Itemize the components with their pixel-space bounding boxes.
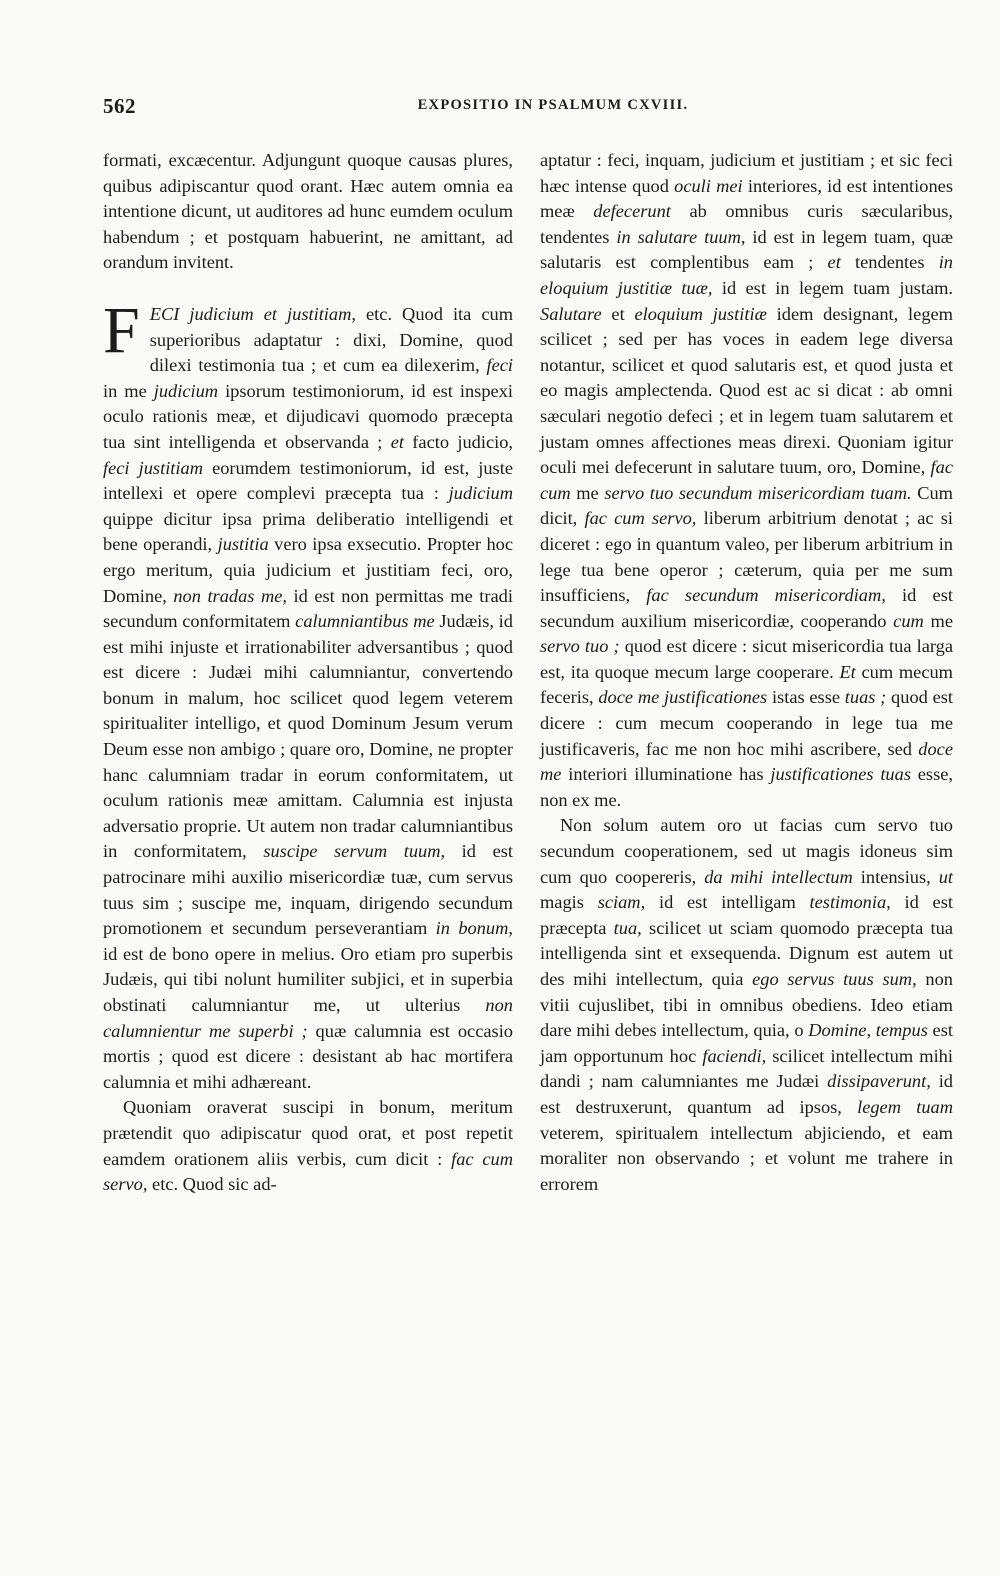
italic-text-run: et xyxy=(390,431,404,452)
italic-text-run: feci justitiam xyxy=(103,457,203,478)
left-paragraph-2 xyxy=(103,293,514,1095)
italic-text-run: doce me justificationes xyxy=(598,687,768,708)
italic-text-run: ego servus tuus sum, xyxy=(752,969,917,989)
text-run: liberum arbitrium denotat ; ac si diceret : ego in quantum valeo, per liberum arbitrium in lege tua bene operor ; cæterum, quia per me sum insufficiens, xyxy=(540,508,954,606)
italic-text-run: sciam, xyxy=(597,892,646,913)
page-number: 562 xyxy=(103,94,136,118)
italic-text-run: in eloquium justitiæ tuæ, xyxy=(540,252,953,298)
italic-text-run: in salutare tuum, xyxy=(616,226,746,247)
italic-text-run: fac cum servo, xyxy=(584,508,697,529)
text-run: quippe dicitur ipsa prima deliberatio intelligendi et bene operandi, xyxy=(103,508,513,555)
text-run: id est in legem tuam, quæ salutaris est complentibus eam ; xyxy=(540,226,953,273)
italic-text-run: calumniantibus me xyxy=(295,611,435,632)
text-run: etc. Quod ita cum superioribus adaptatur : dixi, Domine, quod dilexi testimonia tua ; et cum ea dilexerim, xyxy=(149,303,513,376)
italic-text-run: fac secundum misericordiam, xyxy=(646,585,886,606)
italic-text-run: fac cum xyxy=(540,457,953,503)
text-run: tendentes xyxy=(840,252,939,273)
italic-text-run: testimonia, xyxy=(809,892,891,913)
text-run: idem designant, legem scilicet ; sed per has voces in eadem lege diversa notantur, scilicet et quod salutaris est, et quod justa et eo magis amplectenda. Quod est ac si dicat : ab omni sæculari negotio defeci ; et in legem tuam salutarem et justam omnes affectiones meas direxi. Quoniam igitur oculi mei defecerunt in salutare tuum, oro, Domine, xyxy=(540,303,953,478)
text-run: id est destruxerunt, quantum ad ipsos, xyxy=(540,1071,953,1117)
text-run: eorumdem testimoniorum, id est, juste intellexi et opere complevi præcepta tua : xyxy=(103,457,513,504)
italic-text-run: Salutare xyxy=(540,303,602,324)
text-run: interiori illuminatione has xyxy=(561,764,771,785)
italic-text-run: cum xyxy=(893,610,924,631)
right-paragraph-2 xyxy=(540,813,953,1197)
italic-text-run: Et xyxy=(839,661,856,682)
text-run: esse, non ex me. xyxy=(540,764,953,810)
italic-text-run: feci xyxy=(486,355,513,376)
paragraph-gap xyxy=(103,276,513,302)
text-run: Judæis, id est mihi injuste et irrationabiliter adversantibus ; quod est dicere : Judæi mihi calumniantur, convertendo bonum in malum, hoc scilicet quod legem veterem spiritualiter intelligo, et quod Dominum Jesum verum Deum esse non ambigo ; quare oro, Domine, ne propter hanc calumniam tradar in eorum conformitatem, ut oculum rationis meæ amittam. Calumnia est injusta adversatio proprie. Ut autem non tradar calumniantibus in conformitatem, xyxy=(103,611,513,862)
text-run: in me xyxy=(103,380,154,401)
italic-text-run: ut xyxy=(938,866,953,887)
text-run: Cum dicit, xyxy=(540,482,953,529)
italic-text-run: legem tuam xyxy=(857,1096,953,1117)
italic-text-run: ECI judicium et justitiam, xyxy=(149,303,356,324)
text-run: me xyxy=(570,482,605,503)
italic-text-run: non tradas me, xyxy=(173,585,288,606)
italic-text-run: faciendi, xyxy=(702,1045,767,1066)
italic-text-run: justificationes tuas xyxy=(770,764,911,785)
drop-cap: F xyxy=(103,293,140,367)
text-run: ipsorum testimoniorum, id est inspexi oculo rationis meæ, et dijudicavi quomodo præcepta tua sint intelligenda et observanda ; xyxy=(103,380,514,452)
italic-text-run: servo tuo ; xyxy=(540,636,620,657)
text-run: etc. Quod sic ad- xyxy=(147,1174,277,1195)
left-paragraph-2-text xyxy=(103,293,514,1092)
italic-text-run: servo tuo secundum misericordiam tuam. xyxy=(604,482,912,503)
text-run: formati, excæcentur. Adjungunt quoque causas plures, quibus adipiscantur quod orant. Hæc autem omnia ea intentione dicunt, ut auditores ad hunc eumdem oculum habendum ; et postquam habuerint, ne amittant, ad orandum invitent. xyxy=(103,150,513,273)
left-paragraph-3 xyxy=(103,1095,513,1197)
text-run: magis xyxy=(540,892,598,913)
italic-text-run: oculi mei xyxy=(674,175,743,196)
text-run: est jam opportunum hoc xyxy=(540,1020,953,1066)
italic-text-run: dissipaverunt, xyxy=(827,1071,931,1092)
left-paragraph-1 xyxy=(103,148,513,276)
italic-text-run: suscipe servum tuum, xyxy=(263,841,446,862)
text-run: id est præcepta xyxy=(540,892,953,938)
text-run: quod est dicere : sicut misericordia tua larga est, ita quoque mecum large cooperare. xyxy=(540,636,954,682)
right-column xyxy=(540,148,953,1197)
italic-text-run: in bonum, xyxy=(435,918,513,939)
text-run: scilicet intellectum mihi dandi ; nam calumniantes me Judæi xyxy=(540,1045,953,1092)
italic-text-run: tuas ; xyxy=(844,687,887,708)
left-column xyxy=(103,148,513,1198)
text-run: istas esse xyxy=(767,687,845,708)
text-run: scilicet ut sciam quomodo præcepta tua intelligenda sint et exsequenda. Dignum est autem ut des mihi intellectum, quia xyxy=(540,917,953,989)
italic-text-run: judicium xyxy=(448,483,513,504)
text-run: id est patrocinare mihi auxilio misericordiæ tuæ, cum servus tuus sim ; suscipe me, inquam, dirigendo secundum promotionem et secundum perseverantiam xyxy=(103,841,513,939)
italic-text-run: tua, xyxy=(613,917,642,938)
text-run: ab omnibus curis sæcularibus, tendentes xyxy=(540,201,953,247)
text-run: aptatur : feci, inquam, judicium et justitiam ; et sic feci hæc intense quod xyxy=(540,150,953,196)
text-run: et xyxy=(601,303,635,324)
italic-text-run: eloquium justitiæ xyxy=(634,303,767,324)
italic-text-run: Domine, tempus xyxy=(808,1020,928,1041)
italic-text-run: defecerunt xyxy=(593,201,671,222)
text-run: facto judicio, xyxy=(404,431,514,452)
text-run: cum mecum feceris, xyxy=(540,661,953,708)
text-run: id est secundum auxilium misericordiæ, cooperando xyxy=(540,585,953,631)
text-run: Quoniam oraverat suscipi in bonum, meritum prætendit quo adipiscatur quod orat, et post repetit eamdem orationem aliis verbis, cum dicit : xyxy=(103,1097,513,1169)
text-run: quæ calumnia est occasio mortis ; quod est dicere : desistant ab hac mortifera calumnia et mihi adhæreant. xyxy=(103,1020,513,1092)
text-run: me xyxy=(923,610,953,631)
italic-text-run: non calumnientur me superbi ; xyxy=(103,995,513,1041)
italic-text-run: et xyxy=(827,252,841,273)
italic-text-run: fac cum servo, xyxy=(103,1148,513,1195)
italic-text-run: judicium xyxy=(153,380,219,401)
text-run: id est in legem tuam justam. xyxy=(712,277,954,298)
text-run: id est de bono opere in melius. Oro etiam pro superbis Judæis, qui tibi nolunt humiliter subjici, et in superbia obstinati calumniantur me, ut ulterius xyxy=(103,943,513,1015)
text-run: veterem, spiritualem intellectum abjiciendo, et eam moraliter non observando ; et volunt me trahere in errorem xyxy=(540,1122,953,1194)
running-title: EXPOSITIO IN PSALMUM CXVIII. xyxy=(417,97,689,113)
text-run: vero ipsa exsecutio. Propter hoc ergo meritum, quia judicium et justitiam feci, oro, Domine, xyxy=(103,534,514,606)
text-run: id est intelligam xyxy=(645,892,810,913)
italic-text-run: da mihi intellectum xyxy=(704,866,853,887)
text-run: quod est dicere : cum mecum cooperando in lege tua me justificaveris, fac me non hoc mihi ascribere, sed xyxy=(540,687,954,759)
right-paragraph-1 xyxy=(540,148,953,813)
text-run: id est non permittas me tradi secundum conformitatem xyxy=(103,585,513,632)
page-header xyxy=(103,94,963,118)
text-run: intensius, xyxy=(852,866,939,887)
text-run: Non solum autem oro ut facias cum servo tuo secundum cooperationem, sed ut magis idoneus sim cum quo coopereris, xyxy=(540,815,953,887)
text-run: non vitii cujuslibet, tibi in omnibus obediens. Ideo etiam dare mihi debes intellectum, quia, o xyxy=(540,969,953,1041)
italic-text-run: justitia xyxy=(217,534,269,555)
italic-text-run: doce me xyxy=(540,738,953,785)
text-run: interiores, id est intentiones meæ xyxy=(540,175,953,222)
